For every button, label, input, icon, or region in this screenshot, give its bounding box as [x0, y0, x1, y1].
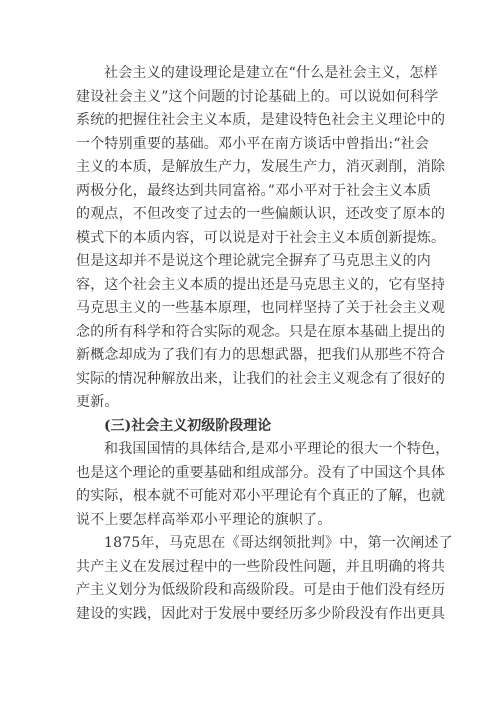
text-line: 主义的本质，是解放生产力，发展生产力，消灭剥削，消除 — [76, 159, 446, 175]
paragraph-marx-1875 — [76, 532, 453, 626]
text-line: 一个特别重要的基础。邓小平在南方谈话中曾指出:“社会 — [76, 135, 430, 152]
text-line: 但是这却并不是说这个理论就完全摒弃了马克思主义的内 — [76, 253, 431, 269]
text-line: 说不上要怎样高举邓小平理论的旗帜了。 — [76, 511, 332, 528]
text-line: 的实际，根本就不可能对邓小平理论有个真正的了解，也就 — [76, 488, 446, 504]
text-line: 的观点，不但改变了过去的一些偏颇认识，还改变了原本的 — [76, 206, 446, 222]
text-line: 马克思主义的一些基本原理，也同样坚持了关于社会主义观 — [76, 300, 446, 316]
text-line: 念的所有科学和符合实际的观念。只是在原本基础上提出的 — [76, 323, 446, 340]
text-line: 新概念却成为了我们有力的思想武器，把我们从那些不符合 — [76, 347, 446, 363]
paragraph-socialist-construction-theory — [76, 62, 446, 415]
text-line: 建设的实践，因此对于发展中要经历多少阶段没有作出更具 — [76, 605, 446, 622]
text-line: 社会主义的建设理论是建立在“什么是社会主义，怎样 — [104, 65, 438, 81]
text-line: 实际的情况种解放出来，让我们的社会主义观念有了很好的 — [76, 370, 446, 387]
text-line: 系统的把握住社会主义本质，是建设特色社会主义理论中的 — [76, 112, 446, 128]
text-line: 更新。 — [76, 394, 119, 410]
text-line: 共产主义在发展过程中的一些阶段性问题，并且明确的将共 — [76, 558, 446, 575]
document-page — [76, 62, 453, 626]
paragraph-national-conditions — [76, 438, 450, 532]
text-line: 建设社会主义”这个问题的讨论基础上的。可以说如何科学 — [76, 88, 439, 105]
text-line: 产主义划分为低级阶段和高级阶段。可是由于他们没有经历 — [76, 582, 446, 598]
text-line: 模式下的本质内容，可以说是对于社会主义本质创新提炼。 — [76, 229, 446, 246]
text-line: 两极分化，最终达到共同富裕。”邓小平对于社会主义本质 — [76, 182, 432, 199]
text-line: 也是这个理论的重要基础和组成部分。没有了中国这个具体 — [76, 464, 446, 481]
text-line: 容，这个社会主义本质的提出还是马克思主义的，它有坚持 — [76, 276, 446, 293]
section-heading: (三)社会主义初级阶段理论 — [104, 417, 272, 434]
text-line: 和我国国情的具体结合,是邓小平理论的很大一个特色， — [104, 441, 450, 457]
text-line: 1875年，马克思在《哥达纲领批判》中，第一次阐述了 — [104, 535, 453, 551]
